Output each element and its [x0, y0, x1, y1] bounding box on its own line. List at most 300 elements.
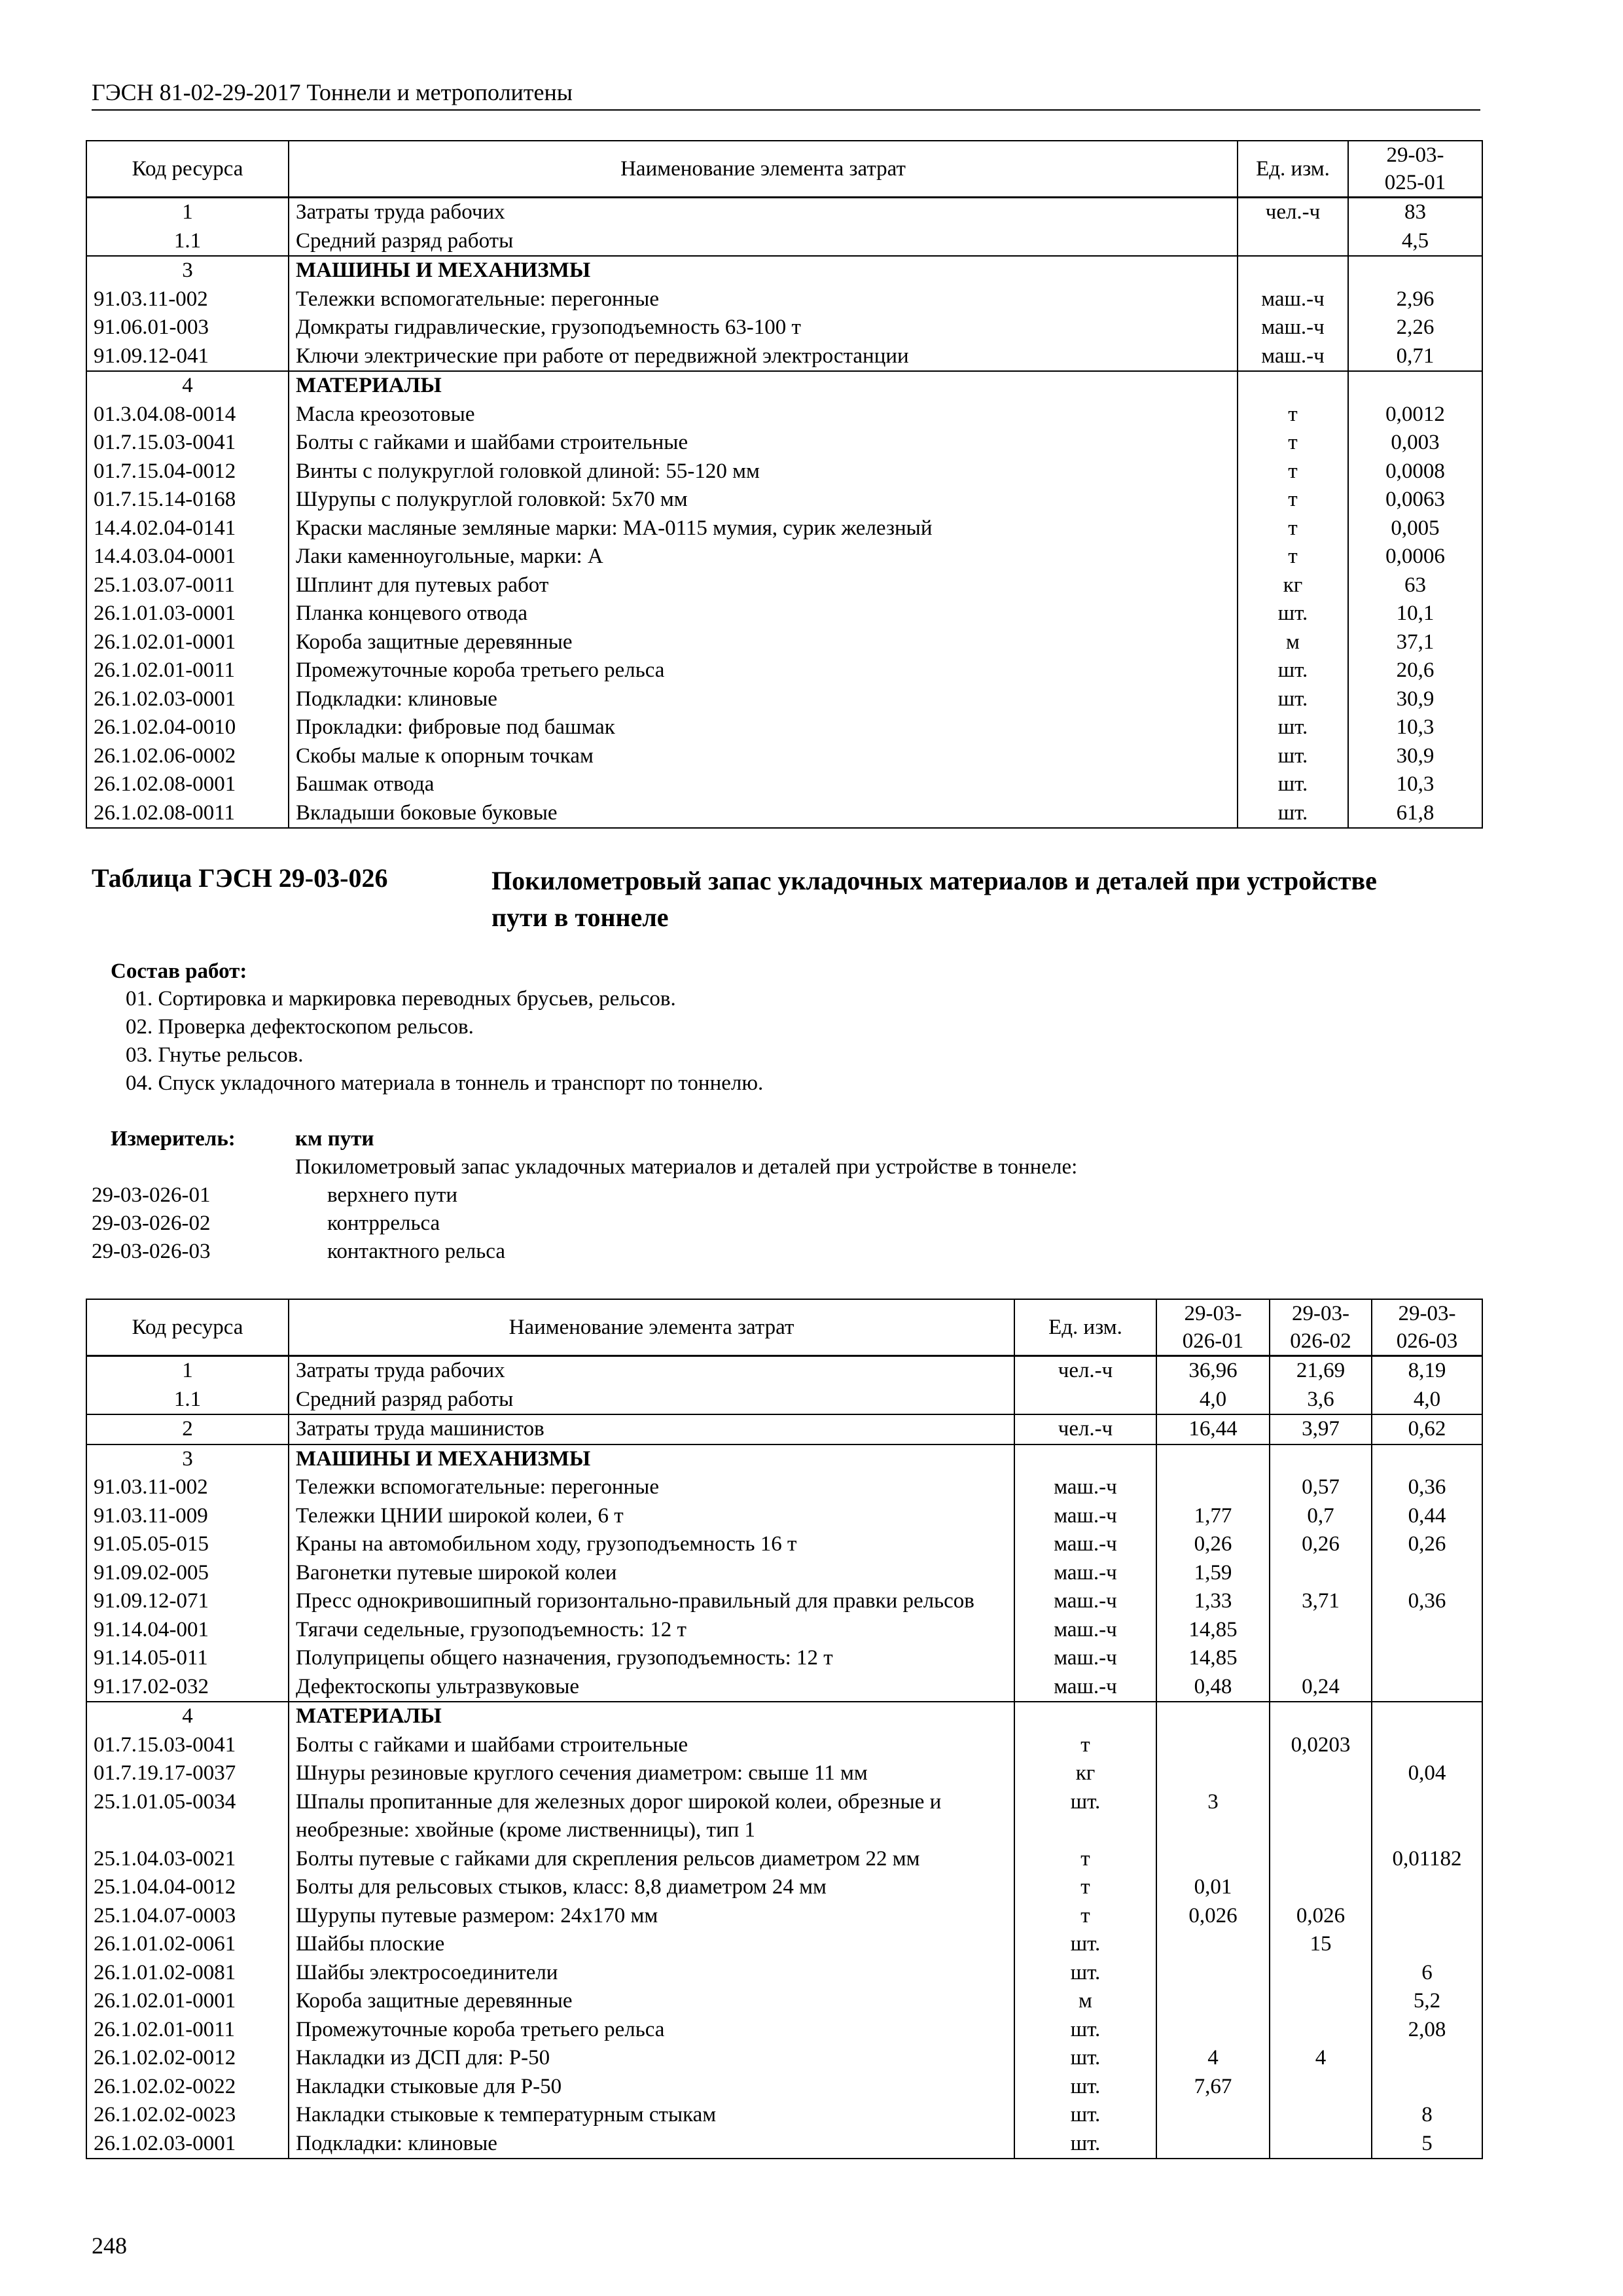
unit: шт.: [1014, 2130, 1156, 2159]
table-row: [86, 600, 1482, 628]
norm-value: 3,6: [1270, 1386, 1372, 1415]
resource-code: 26.1.02.01-0001: [86, 1987, 289, 2016]
norm-value: [1270, 1845, 1372, 1874]
resource-code: 1.1: [86, 1386, 289, 1415]
table-row: [86, 1930, 1482, 1959]
norm-value: [1156, 1473, 1270, 1502]
row-group: [86, 1414, 1482, 1444]
norm-value: [1270, 1644, 1372, 1673]
resource-code: 3: [86, 256, 289, 285]
variant-code: 29-03-026-03: [92, 1240, 211, 1263]
resource-code: 2: [86, 1414, 289, 1444]
norm-value: 1,77: [1156, 1502, 1270, 1531]
norm-value: 4: [1270, 2044, 1372, 2073]
unit: маш.-ч: [1238, 285, 1348, 314]
meter-value: км пути: [295, 1127, 374, 1151]
unit: т: [1238, 486, 1348, 514]
table-row: [86, 1731, 1482, 1760]
norm-value: [1156, 1987, 1270, 2016]
norm-value: 1,59: [1156, 1559, 1270, 1588]
norm-value: [1156, 2016, 1270, 2045]
table-row: [86, 742, 1482, 771]
resource-code: 91.17.02-032: [86, 1673, 289, 1702]
cost-element-name: Средний разряд работы: [289, 1386, 1014, 1415]
cost-element-name: Затраты труда рабочих: [289, 198, 1238, 227]
table-row: [86, 2016, 1482, 2045]
column-header: 29-03- 026-03: [1372, 1299, 1482, 1356]
norm-value: [1372, 1702, 1482, 1731]
unit: маш.-ч: [1238, 342, 1348, 372]
table-row: [86, 1616, 1482, 1645]
table-row: [86, 1502, 1482, 1531]
resource-code: 25.1.01.05-0034: [86, 1788, 289, 1845]
cost-element-name: МАТЕРИАЛЫ: [289, 1702, 1014, 1731]
cost-element-name: Вкладыши боковые буковые: [289, 799, 1238, 829]
norm-value: 3,71: [1270, 1587, 1372, 1616]
norm-value: [1348, 256, 1482, 285]
resource-code: 01.7.15.03-0041: [86, 429, 289, 457]
cost-element-name: Тягачи седельные, грузоподъемность: 12 т: [289, 1616, 1014, 1645]
page-number: 248: [92, 2233, 127, 2259]
resource-code: 25.1.03.07-0011: [86, 571, 289, 600]
table-row: [86, 1987, 1482, 2016]
unit: [1014, 1702, 1156, 1731]
unit: шт.: [1238, 685, 1348, 714]
norm-value: 0,0006: [1348, 543, 1482, 571]
row-group: [86, 1702, 1482, 2159]
norm-value: [1156, 1731, 1270, 1760]
meter-description: Покилометровый запас укладочных материалов и деталей при устройстве в тоннеле:: [295, 1155, 1078, 1179]
column-header: 29-03- 025-01: [1348, 141, 1482, 198]
cost-element-name: Шайбы электросоединители: [289, 1959, 1014, 1988]
cost-element-name: Накладки из ДСП для: Р-50: [289, 2044, 1014, 2073]
unit: кг: [1014, 1759, 1156, 1788]
resource-code: 26.1.02.02-0012: [86, 2044, 289, 2073]
column-header: Ед. изм.: [1238, 141, 1348, 198]
norm-value: 0,7: [1270, 1502, 1372, 1531]
norm-value: [1270, 1959, 1372, 1988]
unit: [1238, 371, 1348, 401]
norm-value: 0,26: [1372, 1530, 1482, 1559]
norm-value: 0,62: [1372, 1414, 1482, 1444]
cost-element-name: МАШИНЫ И МЕХАНИЗМЫ: [289, 256, 1238, 285]
resource-code: 1: [86, 1356, 289, 1386]
unit: т: [1014, 1873, 1156, 1902]
table-row: [86, 514, 1482, 543]
unit: т: [1238, 457, 1348, 486]
norm-value: [1156, 1759, 1270, 1788]
cost-element-name: Тележки ЦНИИ широкой колеи, 6 т: [289, 1502, 1014, 1531]
resource-code: 26.1.02.01-0001: [86, 628, 289, 657]
table-row: [86, 656, 1482, 685]
unit: т: [1238, 514, 1348, 543]
unit: шт.: [1014, 2073, 1156, 2102]
table-row: [86, 2044, 1482, 2073]
section-row: [86, 256, 1482, 285]
column-header: 29-03- 026-01: [1156, 1299, 1270, 1356]
resource-code: 14.4.03.04-0001: [86, 543, 289, 571]
cost-element-name: Краски масляные земляные марки: МА-0115 мумия, сурик железный: [289, 514, 1238, 543]
resource-code: 25.1.04.07-0003: [86, 1902, 289, 1931]
unit: чел.-ч: [1238, 198, 1348, 227]
header-row: [86, 1299, 1482, 1356]
resource-code: 4: [86, 1702, 289, 1731]
resource-code: 91.14.04-001: [86, 1616, 289, 1645]
cost-element-name: Накладки стыковые для Р-50: [289, 2073, 1014, 2102]
norm-value: [1156, 1845, 1270, 1874]
cost-element-name: Шнуры резиновые круглого сечения диаметром: свыше 11 мм: [289, 1759, 1014, 1788]
norm-value: 21,69: [1270, 1356, 1372, 1386]
resource-code: 01.7.19.17-0037: [86, 1759, 289, 1788]
norm-value: [1156, 1959, 1270, 1988]
norm-value: 5,2: [1372, 1987, 1482, 2016]
cost-element-name: Короба защитные деревянные: [289, 628, 1238, 657]
unit: шт.: [1014, 2016, 1156, 2045]
norm-value: 4,0: [1156, 1386, 1270, 1415]
table-row: [86, 799, 1482, 829]
cost-element-name: Тележки вспомогательные: перегонные: [289, 285, 1238, 314]
norm-value: 0,71: [1348, 342, 1482, 372]
row-group: [86, 1444, 1482, 1702]
norm-value: 2,96: [1348, 285, 1482, 314]
norm-value: 20,6: [1348, 656, 1482, 685]
cost-element-name: Ключи электрические при работе от передвижной электростанции: [289, 342, 1238, 372]
cost-element-name: Прокладки: фибровые под башмак: [289, 713, 1238, 742]
norm-value: 0,48: [1156, 1673, 1270, 1702]
table-row: [86, 1959, 1482, 1988]
resource-code: 91.03.11-009: [86, 1502, 289, 1531]
table-row: [86, 486, 1482, 514]
norm-value: [1372, 1902, 1482, 1931]
norm-value: [1270, 1702, 1372, 1731]
norm-value: 5: [1372, 2130, 1482, 2159]
resource-code: 01.7.15.04-0012: [86, 457, 289, 486]
norm-value: 0,026: [1270, 1902, 1372, 1931]
resource-code: 3: [86, 1444, 289, 1474]
cost-element-name: Полуприцепы общего назначения, грузоподъемность: 12 т: [289, 1644, 1014, 1673]
cost-element-name: Короба защитные деревянные: [289, 1987, 1014, 2016]
section-row: [86, 1444, 1482, 1474]
resource-code: 91.14.05-011: [86, 1644, 289, 1673]
unit: шт.: [1014, 1930, 1156, 1959]
resource-code: 26.1.01.02-0061: [86, 1930, 289, 1959]
cost-element-name: Скобы малые к опорным точкам: [289, 742, 1238, 771]
norm-value: 0,24: [1270, 1673, 1372, 1702]
resource-code: 4: [86, 371, 289, 401]
norm-value: [1270, 2016, 1372, 2045]
section-row: [86, 1356, 1482, 1386]
section-row: [86, 371, 1482, 401]
norm-value: 0,36: [1372, 1473, 1482, 1502]
cost-element-name: Лаки каменноугольные, марки: А: [289, 543, 1238, 571]
resource-code: 26.1.02.04-0010: [86, 713, 289, 742]
resource-code: 26.1.02.06-0002: [86, 742, 289, 771]
table-row: [86, 429, 1482, 457]
norm-value: 16,44: [1156, 1414, 1270, 1444]
table-row: [86, 543, 1482, 571]
cost-element-name: Накладки стыковые к температурным стыкам: [289, 2101, 1014, 2130]
variant-code: 29-03-026-01: [92, 1183, 211, 1207]
norm-value: [1270, 2101, 1372, 2130]
norm-value: 4: [1156, 2044, 1270, 2073]
norm-value: 0,0203: [1270, 1731, 1372, 1760]
resource-code: 01.7.15.03-0041: [86, 1731, 289, 1760]
resource-code: 91.03.11-002: [86, 285, 289, 314]
section-row: [86, 1414, 1482, 1444]
norm-value: [1270, 1987, 1372, 2016]
column-header: Ед. изм.: [1014, 1299, 1156, 1356]
norm-value: 0,01: [1156, 1873, 1270, 1902]
table-row: [86, 1759, 1482, 1788]
cost-element-name: Домкраты гидравлические, грузоподъемность 63-100 т: [289, 314, 1238, 342]
resource-table-29-03-025: [86, 140, 1483, 829]
norm-value: 15: [1270, 1930, 1372, 1959]
norm-value: 0,0008: [1348, 457, 1482, 486]
table-label: Таблица ГЭСН 29-03-026: [92, 863, 388, 893]
header-rule: [92, 109, 1480, 111]
cost-element-name: Вагонетки путевые широкой колеи: [289, 1559, 1014, 1588]
meter-label: Измеритель:: [111, 1127, 236, 1151]
norm-value: [1270, 2130, 1372, 2159]
resource-code: 01.3.04.08-0014: [86, 401, 289, 429]
row-group: [86, 256, 1482, 371]
norm-value: 36,96: [1156, 1356, 1270, 1386]
resource-table-29-03-026: [86, 1299, 1483, 2159]
norm-value: 3: [1156, 1788, 1270, 1845]
norm-value: 1,33: [1156, 1587, 1270, 1616]
resource-code: 14.4.02.04-0141: [86, 514, 289, 543]
norm-value: [1348, 371, 1482, 401]
norm-value: 0,003: [1348, 429, 1482, 457]
cost-element-name: Винты с полукруглой головкой длиной: 55-120 мм: [289, 457, 1238, 486]
unit: т: [1238, 543, 1348, 571]
section-row: [86, 227, 1482, 257]
norm-value: 2,08: [1372, 2016, 1482, 2045]
unit: т: [1238, 429, 1348, 457]
unit: т: [1014, 1731, 1156, 1760]
table-row: [86, 2130, 1482, 2159]
row-group: [86, 371, 1482, 828]
resource-code: 26.1.02.08-0011: [86, 799, 289, 829]
cost-element-name: Шплинт для путевых работ: [289, 571, 1238, 600]
section-row: [86, 1386, 1482, 1415]
norm-value: [1270, 2073, 1372, 2102]
cost-element-name: Болты с гайками и шайбами строительные: [289, 1731, 1014, 1760]
cost-element-name: Подкладки: клиновые: [289, 685, 1238, 714]
norm-value: [1270, 1559, 1372, 1588]
work-item: 04. Спуск укладочного материала в тоннель и транспорт по тоннелю.: [126, 1071, 764, 1095]
table-title: Покилометровый запас укладочных материалов и деталей при устройстве пути в тоннеле: [491, 866, 1377, 932]
norm-value: 14,85: [1156, 1616, 1270, 1645]
norm-value: 10,3: [1348, 713, 1482, 742]
resource-code: 26.1.02.01-0011: [86, 2016, 289, 2045]
norm-value: 4,0: [1372, 1386, 1482, 1415]
running-header: ГЭСН 81-02-29-2017 Тоннели и метрополитены: [92, 79, 573, 105]
cost-element-name: Болты для рельсовых стыков, класс: 8,8 диаметром 24 мм: [289, 1873, 1014, 1902]
resource-code: 91.05.05-015: [86, 1530, 289, 1559]
norm-value: 14,85: [1156, 1644, 1270, 1673]
work-item: 03. Гнутье рельсов.: [126, 1043, 304, 1067]
norm-value: [1156, 2130, 1270, 2159]
cost-element-name: Промежуточные короба третьего рельса: [289, 656, 1238, 685]
norm-value: 0,26: [1270, 1530, 1372, 1559]
unit: т: [1014, 1902, 1156, 1931]
norm-value: [1270, 1616, 1372, 1645]
table-row: [86, 1530, 1482, 1559]
unit: маш.-ч: [1238, 314, 1348, 342]
norm-value: 0,0012: [1348, 401, 1482, 429]
norm-value: 0,01182: [1372, 1845, 1482, 1874]
cost-element-name: Затраты труда рабочих: [289, 1356, 1014, 1386]
cost-element-name: Средний разряд работы: [289, 227, 1238, 257]
column-header: 29-03- 026-02: [1270, 1299, 1372, 1356]
cost-element-name: Болты путевые с гайками для скрепления рельсов диаметром 22 мм: [289, 1845, 1014, 1874]
norm-value: 0,57: [1270, 1473, 1372, 1502]
norm-value: [1372, 1673, 1482, 1702]
norm-value: [1372, 1559, 1482, 1588]
cost-element-name: Башмак отвода: [289, 770, 1238, 799]
cost-element-name: Подкладки: клиновые: [289, 2130, 1014, 2159]
cost-element-name: Дефектоскопы ультразвуковые: [289, 1673, 1014, 1702]
table-row: [86, 1473, 1482, 1502]
unit: чел.-ч: [1014, 1356, 1156, 1386]
norm-value: [1156, 2101, 1270, 2130]
cost-element-name: МАТЕРИАЛЫ: [289, 371, 1238, 401]
row-group: [86, 198, 1482, 257]
variant-code: 29-03-026-02: [92, 1211, 211, 1235]
resource-code: 26.1.02.03-0001: [86, 685, 289, 714]
table-row: [86, 342, 1482, 372]
unit: шт.: [1238, 770, 1348, 799]
norm-value: 63: [1348, 571, 1482, 600]
resource-code: 25.1.04.03-0021: [86, 1845, 289, 1874]
table-row: [86, 1587, 1482, 1616]
unit: шт.: [1238, 799, 1348, 829]
norm-value: [1372, 1788, 1482, 1845]
cost-element-name: МАШИНЫ И МЕХАНИЗМЫ: [289, 1444, 1014, 1474]
resource-code: 91.09.12-041: [86, 342, 289, 372]
norm-value: [1156, 1702, 1270, 1731]
section-row: [86, 198, 1482, 227]
cost-element-name: Затраты труда машинистов: [289, 1414, 1014, 1444]
unit: т: [1238, 401, 1348, 429]
table-row: [86, 401, 1482, 429]
column-header: Код ресурса: [86, 1299, 289, 1356]
work-item: 02. Проверка дефектоскопом рельсов.: [126, 1015, 474, 1039]
table-row: [86, 2073, 1482, 2102]
resource-code: 91.09.12-071: [86, 1587, 289, 1616]
table-row: [86, 713, 1482, 742]
norm-value: 10,3: [1348, 770, 1482, 799]
norm-value: [1372, 1444, 1482, 1474]
cost-element-name: Масла креозотовые: [289, 401, 1238, 429]
norm-value: [1372, 1731, 1482, 1760]
norm-value: 8: [1372, 2101, 1482, 2130]
table-row: [86, 571, 1482, 600]
norm-value: [1372, 2073, 1482, 2102]
norm-value: 0,04: [1372, 1759, 1482, 1788]
resource-code: 26.1.02.08-0001: [86, 770, 289, 799]
resource-code: 26.1.02.02-0022: [86, 2073, 289, 2102]
norm-value: 6: [1372, 1959, 1482, 1988]
cost-element-name: Промежуточные короба третьего рельса: [289, 2016, 1014, 2045]
variant-name: верхнего пути: [327, 1183, 458, 1207]
unit: [1238, 256, 1348, 285]
table-row: [86, 628, 1482, 657]
unit: шт.: [1014, 1788, 1156, 1845]
resource-code: 26.1.01.03-0001: [86, 600, 289, 628]
column-header: Наименование элемента затрат: [289, 1299, 1014, 1356]
norm-value: [1270, 1788, 1372, 1845]
norm-value: 4,5: [1348, 227, 1482, 257]
table-row: [86, 457, 1482, 486]
norm-value: [1156, 1444, 1270, 1474]
norm-value: [1270, 1759, 1372, 1788]
unit: м: [1238, 628, 1348, 657]
unit: маш.-ч: [1014, 1473, 1156, 1502]
resource-code: 91.09.02-005: [86, 1559, 289, 1588]
unit: шт.: [1238, 713, 1348, 742]
table-row: [86, 1673, 1482, 1702]
norm-value: [1156, 1930, 1270, 1959]
resource-code: 26.1.02.02-0023: [86, 2101, 289, 2130]
norm-value: 0,26: [1156, 1530, 1270, 1559]
norm-value: 30,9: [1348, 685, 1482, 714]
unit: шт.: [1238, 742, 1348, 771]
resource-code: 1.1: [86, 227, 289, 257]
unit: кг: [1238, 571, 1348, 600]
norm-value: [1372, 1930, 1482, 1959]
table-row: [86, 314, 1482, 342]
unit: [1238, 227, 1348, 257]
unit: шт.: [1238, 600, 1348, 628]
unit: маш.-ч: [1014, 1559, 1156, 1588]
resource-code: 26.1.01.02-0081: [86, 1959, 289, 1988]
norm-value: [1270, 1873, 1372, 1902]
table-row: [86, 1902, 1482, 1931]
table-row: [86, 1845, 1482, 1874]
unit: м: [1014, 1987, 1156, 2016]
section-row: [86, 1702, 1482, 1731]
norm-value: 0,44: [1372, 1502, 1482, 1531]
table-row: [86, 685, 1482, 714]
row-group: [86, 1356, 1482, 1415]
resource-code: 1: [86, 198, 289, 227]
table-row: [86, 2101, 1482, 2130]
cost-element-name: Болты с гайками и шайбами строительные: [289, 429, 1238, 457]
cost-element-name: Пресс однокривошипный горизонтально-правильный для правки рельсов: [289, 1587, 1014, 1616]
unit: т: [1014, 1845, 1156, 1874]
resource-code: 91.03.11-002: [86, 1473, 289, 1502]
unit: шт.: [1014, 2044, 1156, 2073]
norm-value: 37,1: [1348, 628, 1482, 657]
unit: шт.: [1014, 2101, 1156, 2130]
unit: маш.-ч: [1014, 1644, 1156, 1673]
header-row: [86, 141, 1482, 198]
norm-value: [1270, 1444, 1372, 1474]
cost-element-name: Краны на автомобильном ходу, грузоподъемность 16 т: [289, 1530, 1014, 1559]
norm-value: 61,8: [1348, 799, 1482, 829]
work-composition-label: Состав работ:: [111, 960, 247, 983]
norm-value: 0,0063: [1348, 486, 1482, 514]
norm-value: 83: [1348, 198, 1482, 227]
unit: [1014, 1444, 1156, 1474]
resource-code: 26.1.02.03-0001: [86, 2130, 289, 2159]
unit: маш.-ч: [1014, 1502, 1156, 1531]
cost-element-name: Шурупы с полукруглой головкой: 5x70 мм: [289, 486, 1238, 514]
resource-code: 25.1.04.04-0012: [86, 1873, 289, 1902]
norm-value: [1372, 2044, 1482, 2073]
